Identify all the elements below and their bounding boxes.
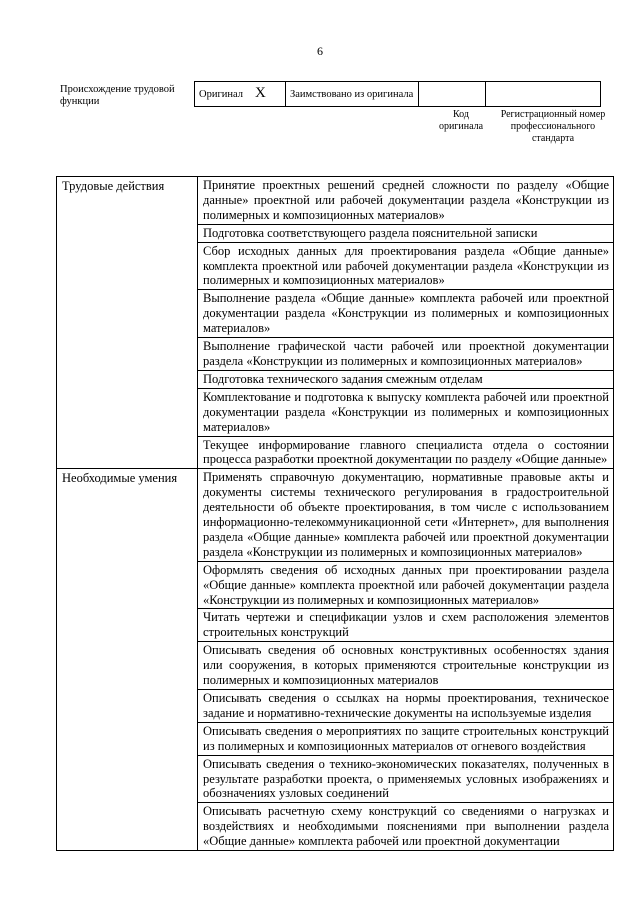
- original-cell: [195, 82, 286, 107]
- required-skill-item: Оформлять сведения об исходных данных при проектировании раздела «Общие данные» комплекта проектной или рабочей документации раздела «Конструкции из полимерных и композиционных материалов»: [198, 561, 614, 609]
- required-skill-item: Описывать сведения об основных конструктивных особенностях здания или сооружения, в которых применяются строительные конструкции из полимерных и композиционных материалов: [198, 642, 614, 690]
- table-row: [57, 177, 614, 225]
- original-mark: X: [255, 85, 266, 101]
- original-label: Оригинал: [199, 89, 243, 100]
- borrowed-cell: Заимствовано из оригинала: [286, 82, 419, 107]
- required-skill-item: Применять справочную документацию, нормативные правовые акты и документы системы технического регулирования в градостроительной деятельности об объекте проектирования, в том числе с использованием информационно-телекоммуникационной сети «Интернет», для выполнения раздела «Общие данные» комплекта рабочей или проектной документации раздела «Конструкции из полимерных и композиционных материалов»: [198, 469, 614, 561]
- required-skill-item: Читать чертежи и спецификации узлов и схем расположения элементов строительных конструкций: [198, 609, 614, 642]
- labor-action-item: Выполнение раздела «Общие данные» комплекта рабочей или проектной документации раздела «Конструкции из полимерных и композиционных материалов»: [198, 290, 614, 338]
- labor-action-item: Выполнение графической части рабочей или проектной документации раздела «Конструкции из полимерных и композиционных материалов»: [198, 338, 614, 371]
- required-skill-item: Описывать сведения о технико-экономических показателях, полученных в результате разработки проекта, о применяемых условных изображениях и обозначениях узловых соединений: [198, 755, 614, 803]
- labor-action-item: Подготовка технического задания смежным отделам: [198, 370, 614, 388]
- reg-number-label: Регистрационный номер профессионального стандарта: [500, 109, 606, 144]
- origin-label: Происхождение трудовой функции: [60, 84, 175, 107]
- required-skills-heading: Необходимые умения: [57, 469, 198, 851]
- labor-action-item: Сбор исходных данных для проектирования раздела «Общие данные» комплекта проектной или рабочей документации раздела «Конструкции из полимерных и композиционных материалов»: [198, 242, 614, 290]
- required-skill-item: Описывать расчетную схему конструкций со сведениями о нагрузках и воздействиях и необходимыми пояснениями при выполнении раздела «Общие данные» комплекта рабочей или проектной документации: [198, 803, 614, 851]
- labor-action-item: Подготовка соответствующего раздела пояснительной записки: [198, 224, 614, 242]
- required-skill-item: Описывать сведения о ссылках на нормы проектирования, техническое задание и нормативно-технические документы на используемые изделия: [198, 690, 614, 723]
- origin-table: [194, 81, 601, 107]
- labor-action-item: Принятие проектных решений средней сложности по разделу «Общие данные» проектной или рабочей документации раздела «Конструкции из полимерных и композиционных материалов»: [198, 177, 614, 225]
- labor-action-item: Комплектование и подготовка к выпуску комплекта рабочей или проектной документации раздела «Конструкции из полимерных и композиционных материалов»: [198, 388, 614, 436]
- function-table: [56, 176, 614, 851]
- required-skill-item: Описывать сведения о мероприятиях по защите строительных конструкций из полимерных и композиционных материалов от огневого воздействия: [198, 722, 614, 755]
- reg-number-cell: [486, 82, 601, 107]
- labor-actions-heading: Трудовые действия: [57, 177, 198, 469]
- code-label: Код оригинала: [438, 109, 484, 132]
- code-cell: [419, 82, 486, 107]
- page-number: 6: [317, 44, 323, 58]
- table-row: [57, 469, 614, 561]
- labor-action-item: Текущее информирование главного специалиста отдела о состоянии процесса разработки проектной документации по разделу «Общие данные»: [198, 436, 614, 469]
